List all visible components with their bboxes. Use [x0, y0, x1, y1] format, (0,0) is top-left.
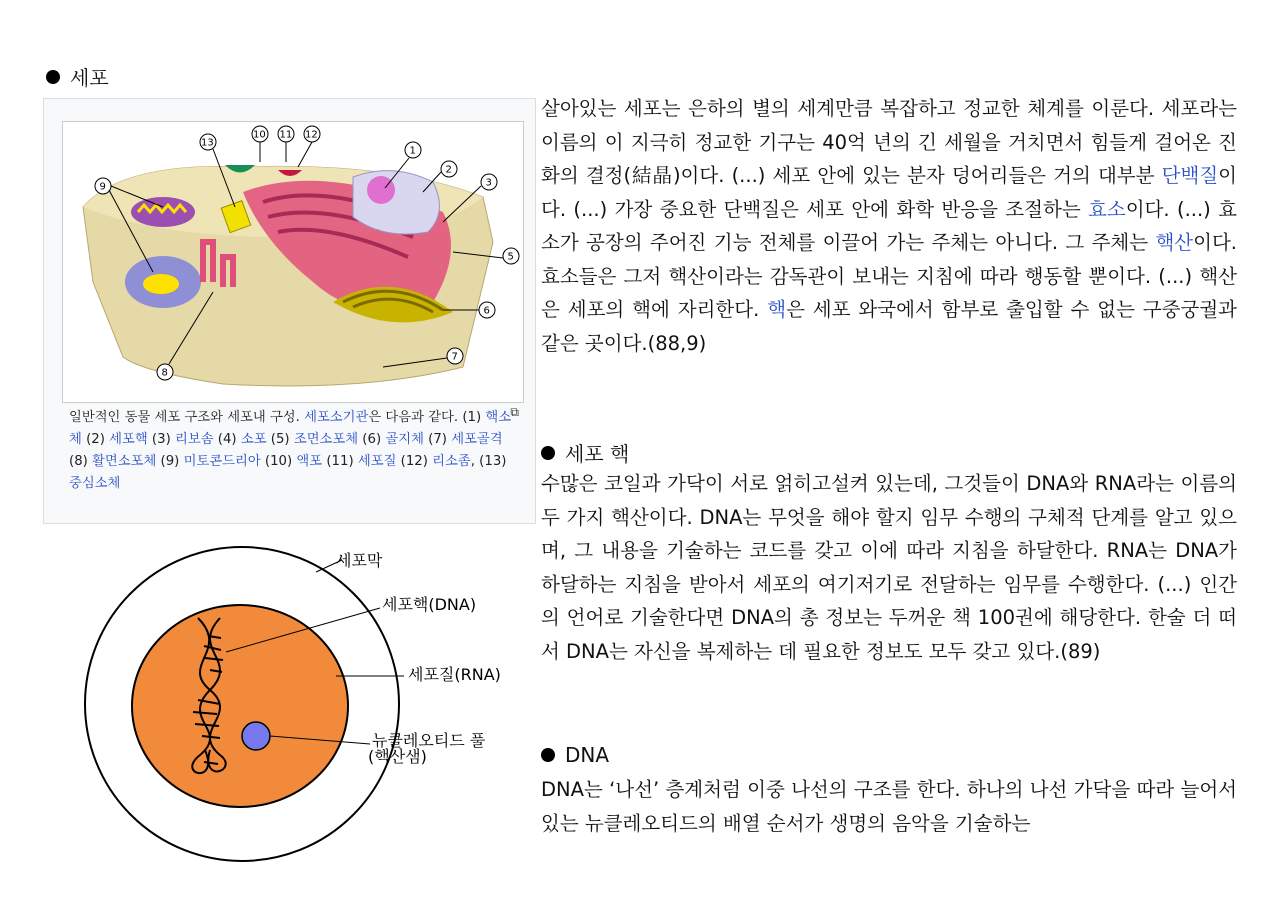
cell-illustration[interactable]	[62, 121, 524, 403]
label-nucleotide-pool: 뉴클레오티드 풀	[372, 731, 486, 750]
bullet-icon	[541, 446, 555, 460]
caption-text: (7)	[423, 432, 452, 447]
cell-figure	[43, 98, 536, 524]
caption-link[interactable]: 중심소체	[69, 476, 121, 491]
caption-link[interactable]: 세포질	[357, 454, 397, 469]
section-heading-cell	[46, 62, 109, 91]
caption-text: (9)	[156, 454, 184, 469]
label-cytoplasm: 세포질(RNA)	[408, 665, 501, 684]
caption-text: (12)	[396, 454, 433, 469]
nucleotide-pool-circle	[242, 722, 270, 750]
figure-caption	[69, 407, 519, 495]
svg-text:9: 9	[99, 181, 106, 193]
section-heading-dna	[541, 743, 609, 767]
paragraph-nucleus	[541, 467, 1237, 668]
paragraph-text: 살아있는 세포는 은하의 별의 세계만큼 복잡하고 정교한 체계를 이룬다. 세포라는 이름의 이 지극히 정교한 기구는 40억 년의 긴 세월을 거치면서 힘들게 걸어온 진화의 결정(結晶)이다. (...) 세포 안에 있는 분자 덩어리들은 거의 대부분	[541, 97, 1237, 187]
caption-text: (10)	[260, 454, 297, 469]
nucleus	[353, 171, 439, 234]
svg-text:12: 12	[305, 129, 318, 141]
section-title: 세포 핵	[565, 442, 630, 466]
caption-text: 일반적인 동물 세포 구조와 세포내 구성.	[69, 410, 305, 425]
caption-text: (4)	[213, 432, 241, 447]
caption-link[interactable]: 골지체	[385, 432, 424, 447]
caption-text: (2)	[81, 432, 110, 447]
paragraph-cell	[541, 92, 1237, 360]
caption-text: (5)	[266, 432, 294, 447]
svg-text:5: 5	[507, 251, 514, 263]
section-title: DNA	[565, 743, 610, 767]
caption-link[interactable]: 리소좀	[432, 454, 471, 469]
link-nucleic-acid[interactable]: 핵산	[1155, 231, 1194, 254]
paragraph-dna	[541, 773, 1237, 840]
paragraph-text: 이다. 효소들은 그저 핵산이라는 감독관이 보내는 지침에 따라 행동할 뿐이다. (...) 핵산은 세포의 핵에 자리한다.	[541, 231, 1237, 321]
link-nucleus[interactable]: 핵	[767, 298, 787, 321]
paragraph-text: 이다. (...) 가장 중요한 단백질은 세포 안에 화학 반응을 조절하는	[541, 164, 1237, 221]
svg-text:6: 6	[483, 305, 490, 317]
svg-text:1: 1	[409, 145, 416, 157]
caption-link[interactable]: 활면소포체	[92, 454, 157, 469]
paragraph-text: 은 세포 와국에서 함부로 출입할 수 없는 구중궁궐과 같은 곳이다.(88,9)	[541, 298, 1238, 355]
label-membrane: 세포막	[336, 551, 383, 570]
label-nucleus: 세포핵(DNA)	[382, 595, 477, 614]
lysosome-core	[143, 274, 179, 294]
cell-drawing	[63, 122, 523, 402]
bullet-icon	[46, 70, 60, 84]
caption-text: 은 다음과 같다. (1)	[368, 410, 486, 425]
label-nucleotide-pool-sub: (핵산샘)	[368, 747, 427, 766]
caption-text: , (13)	[470, 454, 507, 469]
svg-text:3: 3	[485, 177, 492, 189]
link-protein[interactable]: 단백질	[1161, 164, 1219, 187]
caption-link[interactable]: 세포핵	[109, 432, 148, 447]
link-enzyme[interactable]: 효소	[1088, 197, 1126, 221]
caption-text: (6)	[358, 432, 386, 447]
caption-link[interactable]: 소포	[240, 432, 267, 447]
caption-text: (3)	[147, 432, 175, 447]
nucleus-circle	[132, 605, 348, 807]
caption-link[interactable]: 핵소체	[69, 410, 512, 447]
svg-text:7: 7	[451, 351, 458, 363]
caption-link[interactable]: 액포	[296, 454, 323, 469]
section-heading-nucleus	[541, 438, 629, 467]
svg-text:10: 10	[253, 129, 266, 141]
bullet-icon	[541, 748, 555, 762]
paragraph-text: DNA는 ‘나선’ 층계처럼 이중 나선의 구조를 한다. 하나의 나선 가닥을 따라 늘어서 있는 뉴클레오티드의 배열 순서가 생명의 음악을 기술하는	[541, 778, 1237, 835]
section-title: 세포	[70, 66, 109, 90]
svg-text:2: 2	[445, 164, 452, 176]
caption-link[interactable]: 세포소기관	[304, 410, 369, 425]
caption-link[interactable]: 세포골격	[451, 432, 503, 447]
caption-text: (11)	[322, 454, 358, 469]
paragraph-text: 수많은 코일과 가닥이 서로 얽히고설켜 있는데, 그것들이 DNA와 RNA라는 이름의 두 가지 핵산이다. DNA는 무엇을 해야 할지 임무 수행의 구체적 단계를 알고 있으며, 그 내용을 기술하는 코드를 갖고 이에 따라 지침을 하달한다. RNA는 DNA가 하달하는 지침을 받아서 세포의 여기저기로 전달하는 임무를 수행한다. (...) 인간의 언어로 기술한다면 DNA의 총 정보는 두꺼운 책 100권에 해당한다. 한술 더 떠서 DNA는 자신을 복제하는 데 필요한 정보도 모두 갖고 있다.(89)	[541, 472, 1237, 663]
caption-text: (8)	[69, 454, 93, 469]
caption-link[interactable]: 조면소포체	[293, 432, 359, 447]
svg-text:11: 11	[279, 129, 293, 141]
paragraph-text: 이다. (...) 효소가 공장의 주어진 기능 전체를 이끌어 가는 주체는 아니다. 그 주체는	[541, 197, 1237, 254]
svg-text:8: 8	[161, 367, 168, 379]
cell-schematic	[80, 540, 540, 900]
enlarge-icon[interactable]: ⧉	[510, 405, 519, 419]
caption-link[interactable]: 리보솜	[175, 432, 214, 447]
svg-text:13: 13	[201, 137, 214, 149]
caption-link[interactable]: 미토콘드리아	[183, 454, 261, 469]
